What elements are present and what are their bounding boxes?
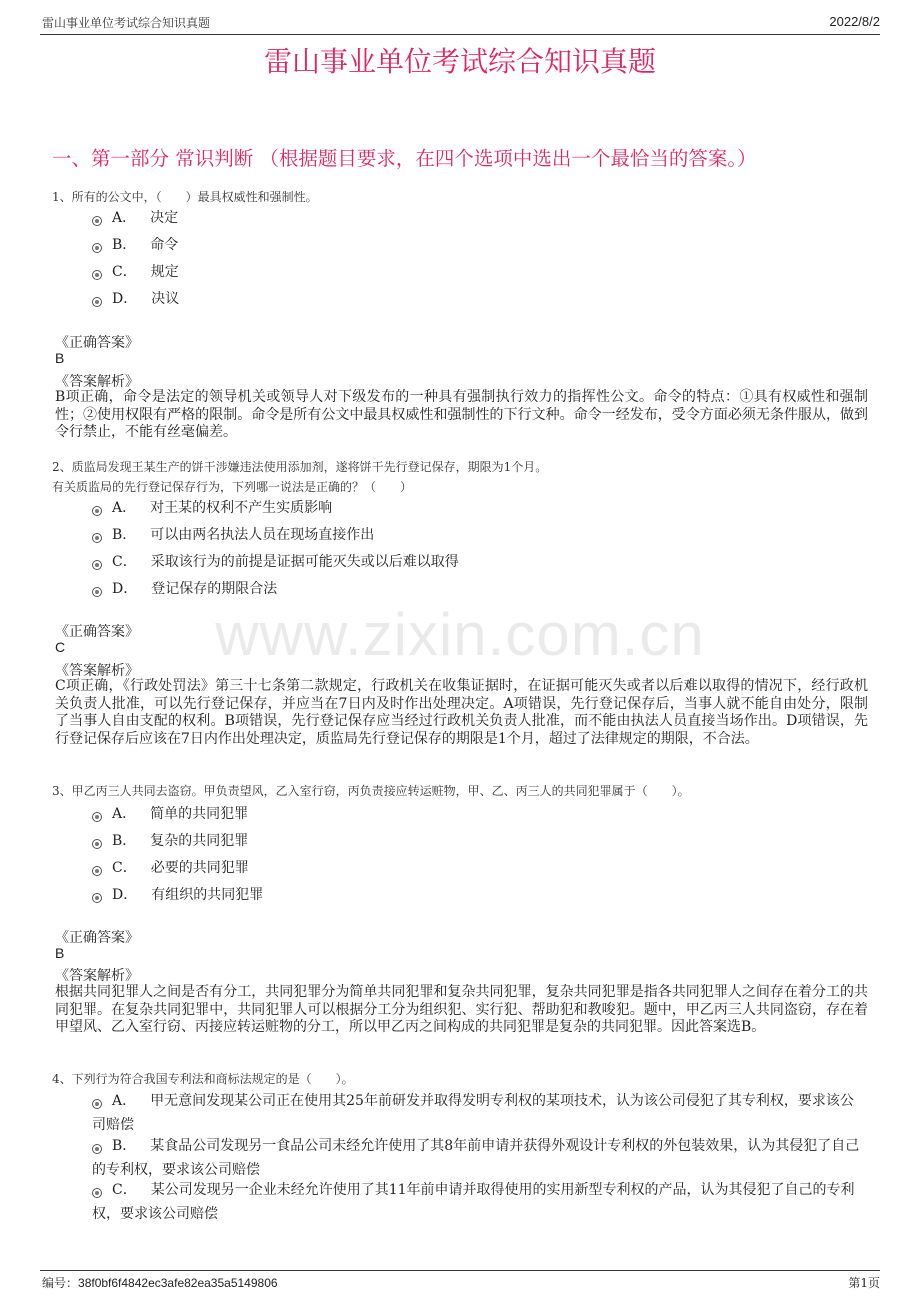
footer-code [42, 1274, 278, 1291]
radio-icon[interactable] [92, 560, 102, 570]
option-letter: C． [112, 554, 137, 570]
option-letter: D． [112, 291, 138, 307]
header-date: 2022/8/2 [829, 14, 880, 29]
analysis-heading: 《答案解析》 [55, 968, 139, 984]
option-letter: B． [112, 1138, 137, 1154]
option-text: 采取该行为的前提是证据可能灭失或以后难以取得 [150, 554, 459, 570]
option-letter: D． [112, 581, 138, 597]
option-text: 决定 [150, 210, 179, 226]
option-text: 复杂的共同犯罪 [150, 833, 249, 849]
radio-icon[interactable] [92, 506, 102, 516]
page-title: 雷山事业单位考试综合知识真题 [263, 45, 656, 78]
option-radio[interactable] [92, 524, 867, 546]
option-radio[interactable] [92, 857, 867, 879]
option-text: 决议 [151, 291, 180, 307]
header-doc-title: 雷山事业单位考试综合知识真题 [42, 16, 211, 30]
radio-icon[interactable] [92, 839, 102, 849]
option-text: 规定 [150, 264, 179, 280]
answer-value: B [55, 945, 65, 961]
answer-value: B [55, 350, 65, 366]
option-letter: B． [112, 527, 137, 543]
option-radio[interactable] [92, 234, 867, 256]
footer-code-label: 编号： [42, 1276, 79, 1290]
option-radio[interactable] [92, 551, 867, 573]
option-radio[interactable] [92, 830, 867, 852]
section-heading: 一、第一部分 常识判断 （根据题目要求，在四个选项中选出一个最恰当的答案。） [52, 147, 757, 170]
radio-icon[interactable] [92, 533, 102, 543]
option-letter: A． [112, 806, 137, 822]
option-radio[interactable] [92, 207, 867, 229]
option-letter: C． [112, 264, 137, 280]
question-stem: 2、质监局发现王某生产的饼干涉嫌违法使用添加剂，遂将饼干先行登记保存，期限为1个月。 [52, 460, 548, 474]
option-text: 某食品公司发现另一食品公司未经允许使用了其8年前申请并获得外观设计专利权的外包装效果，认为其侵犯了自己的专利权，要求该公司赔偿 [92, 1138, 860, 1178]
option-letter: C． [112, 860, 137, 876]
option-radio[interactable] [92, 1134, 867, 1182]
option-radio[interactable] [92, 497, 867, 519]
option-letter: B． [112, 237, 137, 253]
option-text: 对王某的权利不产生实质影响 [150, 500, 333, 516]
radio-icon[interactable] [92, 216, 102, 226]
footer-page-number: 第1页 [848, 1276, 880, 1290]
option-text: 有组织的共同犯罪 [151, 887, 264, 903]
radio-icon[interactable] [92, 812, 102, 822]
page-header [40, 14, 880, 35]
question-stem: 1、所有的公文中，（ ）最具权威性和强制性。 [52, 190, 318, 204]
analysis-heading: 《答案解析》 [55, 374, 139, 390]
radio-icon[interactable] [92, 270, 102, 280]
option-radio[interactable] [92, 261, 867, 283]
answer-value: C [55, 639, 66, 655]
option-text: 登记保存的期限合法 [151, 581, 278, 597]
option-text: 简单的共同犯罪 [150, 806, 249, 822]
option-radio[interactable] [92, 884, 867, 906]
option-text: 必要的共同犯罪 [150, 860, 249, 876]
analysis-heading: 《答案解析》 [55, 663, 139, 679]
option-text: 可以由两名执法人员在现场直接作出 [150, 527, 375, 543]
watermark: www.zixin.com.cn [215, 601, 705, 668]
radio-icon[interactable] [92, 1099, 102, 1109]
radio-icon[interactable] [92, 1188, 102, 1198]
option-radio[interactable] [92, 288, 867, 310]
option-letter: C． [112, 1182, 137, 1198]
option-radio[interactable] [92, 803, 867, 825]
radio-icon[interactable] [92, 893, 102, 903]
footer-code-value: 38f0bf6f4842ec3afe82ea35a5149806 [78, 1276, 278, 1290]
option-letter: D． [112, 887, 138, 903]
question-stem-line2: 有关质监局的先行登记保存行为，下列哪一说法是正确的？（ ） [52, 480, 413, 494]
question-stem: 3、甲乙丙三人共同去盗窃。甲负责望风，乙入室行窃，丙负责接应转运赃物，甲、乙、丙三人的共同犯罪属于（ ）。 [52, 784, 690, 798]
option-radio[interactable] [92, 1178, 867, 1226]
option-text: 甲无意间发现某公司正在使用其25年前研发并取得发明专利权的某项技术，认为该公司侵犯了其专利权，要求该公司赔偿 [92, 1093, 854, 1133]
option-radio[interactable] [92, 1089, 867, 1137]
option-radio[interactable] [92, 578, 867, 600]
option-letter: A． [112, 1093, 137, 1109]
radio-icon[interactable] [92, 243, 102, 253]
option-letter: B． [112, 833, 137, 849]
question-stem: 4、下列行为符合我国专利法和商标法规定的是（ ）。 [52, 1072, 354, 1086]
radio-icon[interactable] [92, 587, 102, 597]
answer-heading: 《正确答案》 [55, 930, 139, 946]
option-text: 命令 [150, 237, 179, 253]
option-letter: A． [112, 500, 137, 516]
radio-icon[interactable] [92, 866, 102, 876]
answer-heading: 《正确答案》 [55, 624, 139, 640]
option-letter: A． [112, 210, 137, 226]
analysis-text: B项正确，命令是法定的领导机关或领导人对下级发布的一种具有强制执行效力的指挥性公文。命令的特点：①具有权威性和强制性；②使用权限有严格的限制。命令是所有公文中最具权威性和强制性的下行文种。命令一经发布，受令方面必须无条件服从，做到令行禁止，不能有丝毫偏差。 [55, 389, 868, 440]
option-text: 某公司发现另一企业未经允许使用了其11年前申请并取得使用的实用新型专利权的产品，认为其侵犯了自己的专利权，要求该公司赔偿 [92, 1182, 855, 1222]
analysis-text: 根据共同犯罪人之间是否有分工，共同犯罪分为简单共同犯罪和复杂共同犯罪，复杂共同犯罪是指各共同犯罪人之间存在着分工的共同犯罪。在复杂共同犯罪中，共同犯罪人可以根据分工分为组织犯、实行犯、帮助犯和教唆犯。题中，甲乙丙三人共同盗窃，存在着甲望风、乙入室行窃、丙接应转运赃物的分工，所以甲乙丙之间构成的共同犯罪是复杂的共同犯罪。因此答案选B。 [55, 984, 868, 1035]
analysis-text: C项正确，《行政处罚法》第三十七条第二款规定，行政机关在收集证据时，在证据可能灭失或者以后难以取得的情况下，经行政机关负责人批准，可以先行登记保存，并应当在7日内及时作出处理决定。A项错误，先行登记保存后，当事人就不能自由处分，限制了当事人自由支配的权利。B项错误，先行登记保存应当经过行政机关负责人批准，而不能由执法人员直接当场作出。D项错误，先行登记保存后应该在7日内作出处理决定，质监局先行登记保存的期限是1个月，超过了法律规定的期限，不合法。 [55, 678, 868, 747]
radio-icon[interactable] [92, 1144, 102, 1154]
page-footer [40, 1270, 880, 1291]
answer-heading: 《正确答案》 [55, 335, 139, 351]
radio-icon[interactable] [92, 297, 102, 307]
